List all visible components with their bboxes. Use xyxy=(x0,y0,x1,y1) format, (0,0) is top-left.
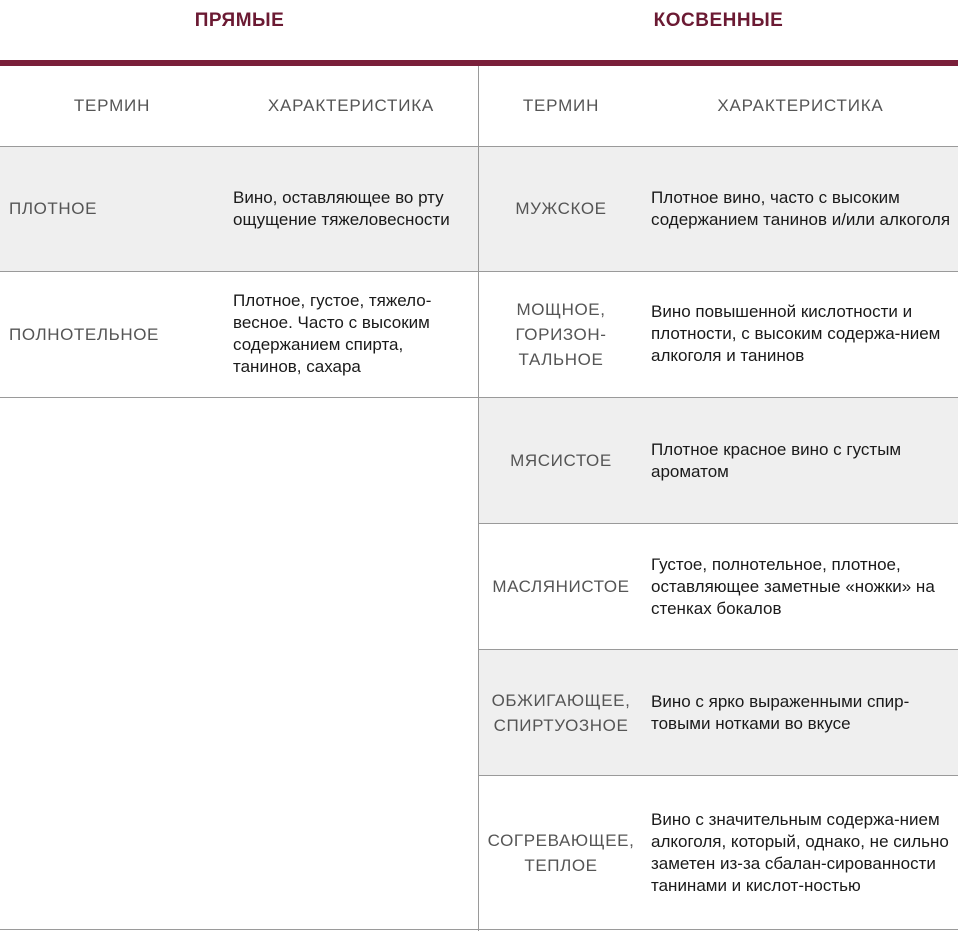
indirect-row-1-desc-cell xyxy=(651,146,951,271)
indirect-row-4-desc-cell xyxy=(651,524,951,649)
indirect-row-5-desc-cell xyxy=(651,650,951,775)
header-left-term: ТЕРМИН xyxy=(73,96,151,115)
header-left-desc: ХАРАКТЕРИСТИКА xyxy=(267,96,435,115)
indirect-row-4-term-cell xyxy=(483,524,639,649)
header-right-desc: ХАРАКТЕРИСТИКА xyxy=(717,96,884,115)
indirect-row-2-term-cell xyxy=(483,271,639,397)
direct-term: ПЛОТНОЕ xyxy=(9,199,98,218)
row-divider xyxy=(0,929,958,930)
indirect-desc: Вино повышенной кислотности и плотности, с высоким содержа-нием алкоголя и танинов xyxy=(651,302,941,365)
indirect-desc: Густое, полнотельное, плотное, оставляющее заметные «ножки» на стенках бокалов xyxy=(651,554,935,618)
direct-desc: Вино, оставляющее во рту ощущение тяжеловесности xyxy=(233,187,450,229)
indirect-term: СОГРЕВАЮЩЕЕ, ТЕПЛОЕ xyxy=(487,830,635,875)
indirect-term: МУЖСКОЕ xyxy=(515,199,607,218)
indirect-row-6-desc-cell xyxy=(651,776,951,929)
indirect-row-2-desc-cell xyxy=(651,271,951,397)
indirect-row-3-desc-cell xyxy=(651,398,951,523)
direct-row-1-term-cell xyxy=(9,146,219,271)
direct-desc: Плотное, густое, тяжело-весное. Часто с высоким содержанием спирта, танинов, сахара xyxy=(233,291,432,376)
direct-row-2-term-cell xyxy=(9,271,219,397)
indirect-desc: Вино с значительным содержа-нием алкоголя, который, однако, не сильно заметен из-за сбалан-сированности танинами и кислот-ностью xyxy=(651,809,949,895)
direct-row-1-desc-cell xyxy=(233,146,473,271)
indirect-desc: Вино с ярко выраженными спир-товыми нотками во вкусе xyxy=(651,691,910,733)
indirect-term: МОЩНОЕ, ГОРИЗОН-ТАЛЬНОЕ xyxy=(515,299,607,369)
indirect-term: ОБЖИГАЮЩЕЕ, СПИРТУОЗНОЕ xyxy=(491,690,631,735)
header-right-term: ТЕРМИН xyxy=(522,96,600,115)
indirect-term: МЯСИСТОЕ xyxy=(510,451,612,470)
column-divider xyxy=(478,66,479,931)
indirect-desc: Плотное красное вино с густым ароматом xyxy=(651,439,902,481)
direct-term: ПОЛНОТЕЛЬНОЕ xyxy=(9,324,159,344)
indirect-row-6-term-cell xyxy=(483,776,639,929)
indirect-row-1-term-cell xyxy=(483,146,639,271)
indirect-desc: Плотное вино, часто с высоким содержанием танинов и/или алкоголя xyxy=(651,187,951,229)
indirect-term: МАСЛЯНИСТОЕ xyxy=(492,577,630,596)
direct-section-title: ПРЯМЫЕ xyxy=(194,10,285,31)
indirect-row-5-term-cell xyxy=(483,650,639,775)
indirect-section-title: КОСВЕННЫЕ xyxy=(653,10,784,31)
indirect-row-3-term-cell xyxy=(483,398,639,523)
direct-row-2-desc-cell xyxy=(233,271,473,397)
